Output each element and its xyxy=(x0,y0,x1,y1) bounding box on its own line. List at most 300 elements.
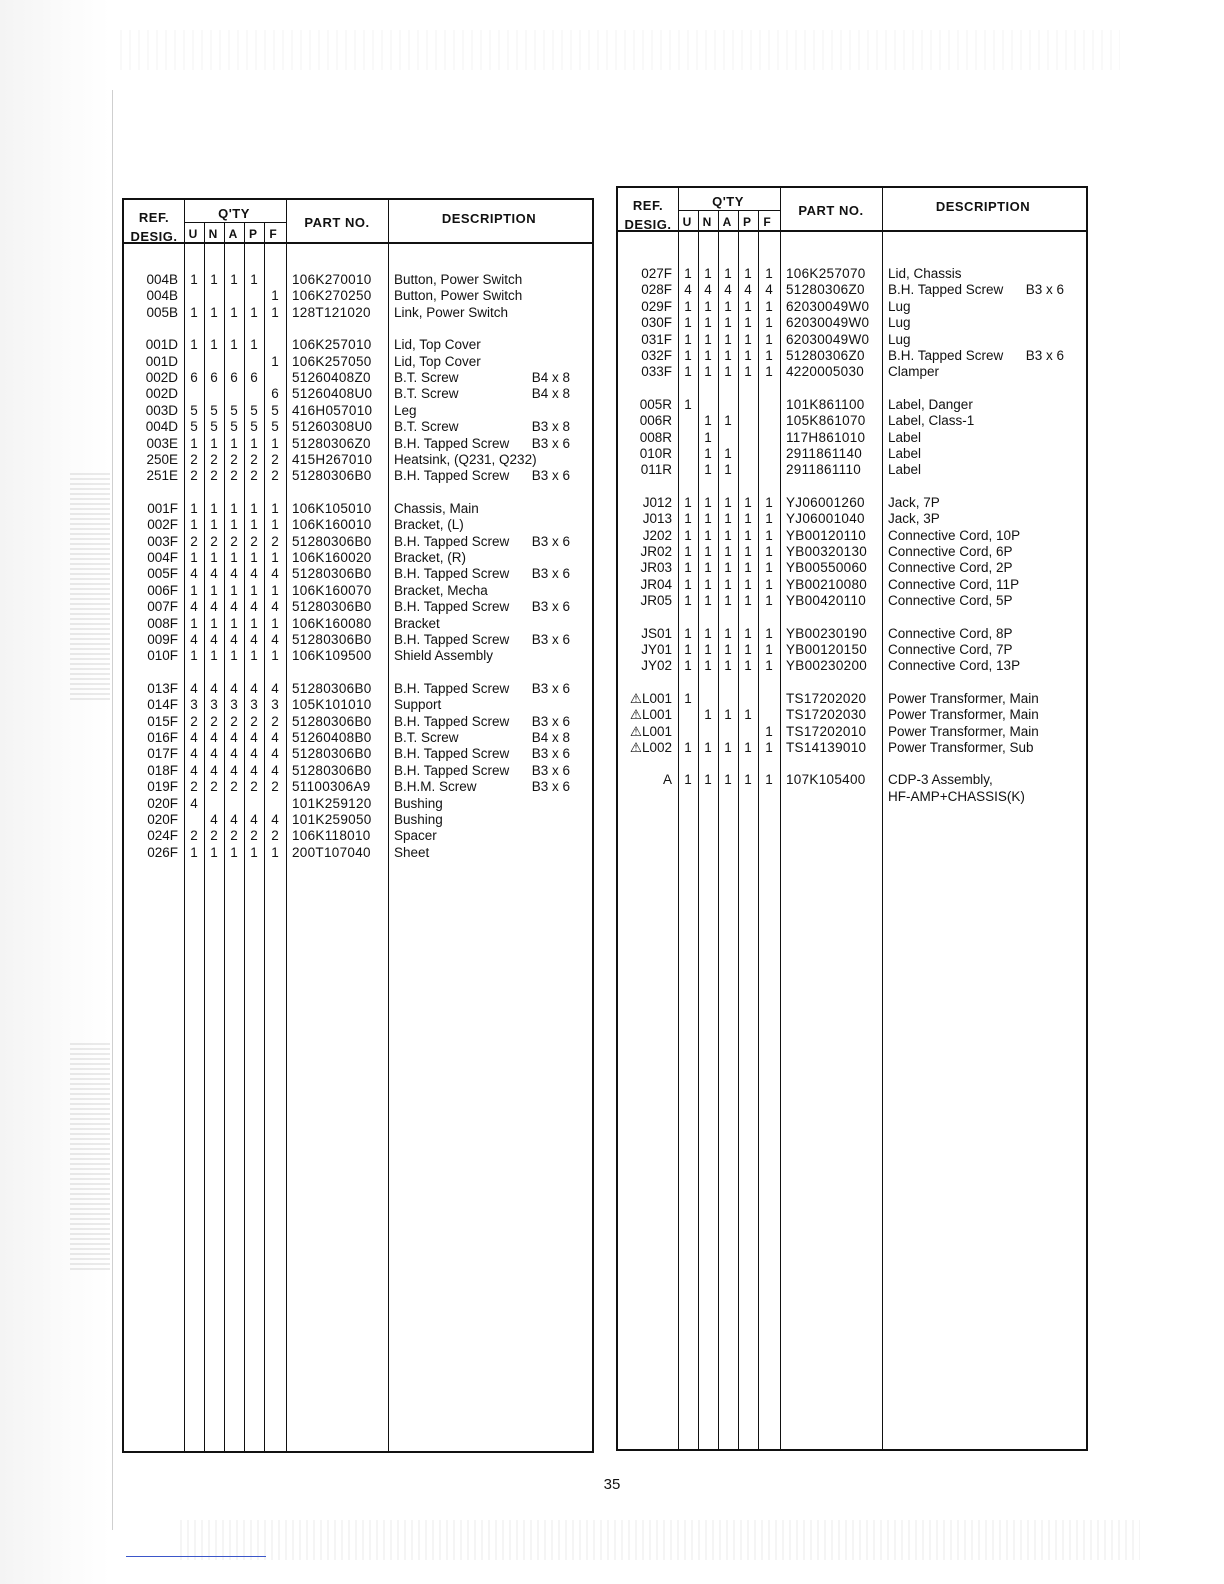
qty-p-cell: 5 xyxy=(250,419,258,435)
ref-header-line1: REF. xyxy=(632,198,664,213)
parts-table-right xyxy=(616,186,1088,1451)
qty-u-cell: 1 xyxy=(684,658,692,674)
ref-desig-cell: 004B xyxy=(146,272,178,287)
qty-a-cell: 1 xyxy=(230,648,238,664)
table-row xyxy=(618,315,1086,331)
qty-n-cell: 1 xyxy=(704,348,712,363)
description-cell: Power Transformer, Main xyxy=(888,690,1039,706)
size-cell: B4 x 8 xyxy=(531,386,570,402)
ref-desig-cell: 250E xyxy=(146,452,178,467)
description-cell: Lug xyxy=(888,298,911,314)
part-no-cell: TS14139010 xyxy=(786,740,867,755)
qty-a-cell: 1 xyxy=(230,517,238,533)
part-no-cell: 106K270250 xyxy=(292,288,372,304)
qty-u-cell: 1 xyxy=(190,615,198,631)
qty-a-cell: 1 xyxy=(724,642,732,657)
qty-n-cell: 4 xyxy=(210,746,218,762)
table-row xyxy=(124,468,592,484)
ref-desig-cell: 028F xyxy=(641,282,672,298)
part-no-cell: TS17202030 xyxy=(786,707,867,723)
size-cell: B3 x 6 xyxy=(531,746,570,762)
qty-a-cell: 5 xyxy=(230,419,238,435)
description-cell: Spacer xyxy=(394,828,437,844)
part-no-header: PART NO. xyxy=(798,203,864,218)
qty-f-cell: 1 xyxy=(271,615,279,631)
qty-a-cell: 1 xyxy=(724,658,732,674)
part-no-cell: 2911861110 xyxy=(786,462,862,478)
qty-u-cell: 4 xyxy=(190,599,198,615)
qty-f-cell: 1 xyxy=(765,315,773,331)
ref-desig-cell: 029F xyxy=(641,298,672,314)
part-no-cell: TS17202010 xyxy=(786,723,867,739)
qty-p-cell: 1 xyxy=(744,772,752,788)
qty-n-cell: 1 xyxy=(704,266,712,281)
table-row xyxy=(618,511,1086,527)
qty-p-cell: 2 xyxy=(250,713,258,729)
ref-desig-cell: 008F xyxy=(147,615,178,631)
qty-p-cell: 6 xyxy=(250,370,258,385)
qty-f-cell: 1 xyxy=(765,658,773,674)
part-no-cell: 415H267010 xyxy=(292,452,373,467)
qty-p-cell: 1 xyxy=(744,511,752,527)
table-row xyxy=(618,332,1086,348)
table-row xyxy=(124,583,592,599)
ref-desig-cell: 003E xyxy=(146,435,178,451)
qty-f-cell: 1 xyxy=(765,772,773,788)
description-cell: B.H. Tapped Screw xyxy=(394,599,510,615)
table-row xyxy=(618,658,1086,674)
table-header xyxy=(124,200,592,244)
qty-a-cell: 1 xyxy=(724,413,732,429)
qty-u-cell: 1 xyxy=(190,304,198,320)
qty-u-cell: 1 xyxy=(684,298,692,314)
qty-u-cell: 6 xyxy=(190,370,198,385)
qty-u-cell: 2 xyxy=(190,533,198,549)
ref-header-line2: DESIG. xyxy=(130,229,178,244)
ref-desig-cell: 004B xyxy=(146,288,178,304)
size-cell: B3 x 6 xyxy=(531,599,570,615)
part-no-cell: 106K160070 xyxy=(292,582,372,598)
table-row xyxy=(124,534,592,550)
qty-a-cell: 1 xyxy=(724,331,732,347)
ref-desig-cell: J012 xyxy=(642,494,672,510)
qty-u-cell: 3 xyxy=(190,697,198,713)
description-cell: Power Transformer, Main xyxy=(888,707,1039,723)
table-row xyxy=(124,517,592,533)
qty-a-cell: 4 xyxy=(230,812,238,827)
qty-a-cell: 1 xyxy=(230,304,238,320)
qty-u-cell: 1 xyxy=(684,266,692,281)
qty-p-cell: 1 xyxy=(250,648,258,664)
qty-f-cell: 3 xyxy=(271,697,279,713)
table-row xyxy=(124,599,592,615)
part-no-cell: 101K259050 xyxy=(292,812,372,827)
table-row xyxy=(124,566,592,582)
description-cell: Leg xyxy=(394,402,417,418)
qty-u-cell: 4 xyxy=(190,795,198,811)
part-no-cell: 51260408B0 xyxy=(292,730,372,745)
qty-f-cell: 5 xyxy=(271,402,279,418)
part-no-cell: 51260408U0 xyxy=(292,386,373,402)
qty-f-cell: 1 xyxy=(271,517,279,533)
qty-u-cell: 1 xyxy=(684,348,692,363)
table-row xyxy=(618,772,1086,788)
qty-p-cell: 4 xyxy=(250,762,258,778)
qty-p-cell: 1 xyxy=(744,544,752,559)
qty-p-cell: 1 xyxy=(250,435,258,451)
qty-col-a-header: A xyxy=(722,215,732,229)
qty-n-cell: 1 xyxy=(704,560,712,576)
description-cell: Bracket, (L) xyxy=(394,517,464,533)
qty-p-cell: 1 xyxy=(744,527,752,543)
part-no-cell: 106K118010 xyxy=(292,828,371,844)
table-row xyxy=(124,681,592,697)
ref-desig-cell: JS01 xyxy=(641,625,672,641)
part-no-cell: 4220005030 xyxy=(786,364,865,380)
table-row xyxy=(124,501,592,517)
qty-p-cell: 1 xyxy=(744,364,752,380)
part-no-cell: 106K160020 xyxy=(292,550,372,565)
part-no-cell: 51280306B0 xyxy=(292,680,372,696)
qty-a-cell: 3 xyxy=(230,697,238,713)
table-row xyxy=(618,528,1086,544)
qty-a-cell: 4 xyxy=(230,566,238,582)
qty-n-cell: 1 xyxy=(704,331,712,347)
qty-a-cell: 2 xyxy=(230,533,238,549)
description-cell: B.T. Screw xyxy=(394,730,459,745)
qty-a-cell: 1 xyxy=(724,511,732,527)
table-row xyxy=(618,282,1086,298)
table-row xyxy=(618,266,1086,282)
size-cell: B3 x 6 xyxy=(1025,348,1064,363)
qty-n-cell: 2 xyxy=(210,533,218,549)
qty-a-cell: 1 xyxy=(724,560,732,576)
part-no-cell: 107K105400 xyxy=(786,772,866,788)
part-no-cell: 416H057010 xyxy=(292,402,373,418)
qty-p-cell: 1 xyxy=(744,331,752,347)
qty-a-cell: 4 xyxy=(230,632,238,647)
part-no-cell: 62030049W0 xyxy=(786,331,870,347)
part-no-cell: 105K101010 xyxy=(292,697,372,713)
qty-p-cell: 1 xyxy=(744,740,752,755)
qty-n-cell: 1 xyxy=(210,648,218,664)
qty-n-cell: 1 xyxy=(704,298,712,314)
qty-a-cell: 1 xyxy=(724,315,732,331)
qty-p-cell: 2 xyxy=(250,779,258,795)
size-cell: B3 x 6 xyxy=(1025,282,1064,298)
ref-desig-cell: 010R xyxy=(639,446,672,461)
qty-u-cell: 4 xyxy=(190,566,198,582)
part-no-cell: TS17202020 xyxy=(786,690,867,706)
qty-header: Q'TY xyxy=(712,194,744,209)
description-cell: HF-AMP+CHASSIS(K) xyxy=(888,788,1025,804)
ref-desig-cell: JY01 xyxy=(641,642,672,657)
scan-noise-top xyxy=(120,30,1120,70)
qty-f-cell: 5 xyxy=(271,419,279,435)
description-cell: B.T. Screw xyxy=(394,419,459,435)
size-cell: B3 x 6 xyxy=(531,468,570,484)
part-no-cell: 62030049W0 xyxy=(786,298,870,314)
qty-p-cell: 1 xyxy=(744,348,752,363)
qty-f-cell: 4 xyxy=(271,746,279,762)
qty-n-cell: 2 xyxy=(210,713,218,729)
description-cell: Link, Power Switch xyxy=(394,304,509,320)
table-row xyxy=(618,691,1086,707)
part-no-cell: 51280306B0 xyxy=(292,468,372,484)
part-no-cell: 101K259120 xyxy=(292,795,372,811)
description-cell: Connective Cord, 6P xyxy=(888,544,1013,559)
qty-a-cell: 1 xyxy=(724,462,732,478)
qty-p-cell: 2 xyxy=(250,452,258,467)
qty-a-cell: 1 xyxy=(230,844,238,860)
qty-u-cell: 2 xyxy=(190,452,198,467)
ref-header-line1: REF. xyxy=(138,210,170,225)
description-cell: Clamper xyxy=(888,364,940,380)
ref-desig-cell: ⚠L001 xyxy=(629,690,672,706)
ref-desig-cell: 016F xyxy=(147,730,178,745)
qty-f-cell: 2 xyxy=(271,779,279,795)
qty-f-cell: 1 xyxy=(765,723,773,739)
ref-desig-cell: 003D xyxy=(145,402,178,418)
qty-n-cell: 4 xyxy=(210,632,218,647)
description-cell: B.H. Tapped Screw xyxy=(888,348,1004,363)
table-row xyxy=(618,707,1086,723)
qty-n-cell: 1 xyxy=(704,462,712,478)
qty-header-divider xyxy=(184,222,286,223)
ref-desig-cell: ⚠L002 xyxy=(629,740,672,755)
qty-u-cell: 2 xyxy=(190,779,198,795)
part-no-cell: 2911861140 xyxy=(786,446,863,461)
description-cell: Support xyxy=(394,697,442,713)
size-cell: B3 x 6 xyxy=(531,566,570,582)
size-cell: B3 x 6 xyxy=(531,779,570,795)
ref-desig-cell: JR03 xyxy=(640,560,672,576)
ref-desig-cell: JR02 xyxy=(640,544,672,559)
qty-n-cell: 1 xyxy=(704,446,712,461)
qty-f-cell: 4 xyxy=(271,599,279,615)
qty-u-cell: 1 xyxy=(684,740,692,755)
description-header: DESCRIPTION xyxy=(441,211,537,226)
table-row xyxy=(618,577,1086,593)
table-header xyxy=(618,188,1086,232)
part-no-cell: 62030049W0 xyxy=(786,315,870,331)
qty-a-cell: 1 xyxy=(230,435,238,451)
qty-n-cell: 4 xyxy=(210,599,218,615)
qty-u-cell: 1 xyxy=(684,315,692,331)
table-row xyxy=(124,370,592,386)
table-row xyxy=(124,796,592,812)
part-no-cell: YB00550060 xyxy=(786,560,868,576)
table-row xyxy=(124,305,592,321)
qty-n-cell: 1 xyxy=(210,615,218,631)
qty-f-cell: 1 xyxy=(765,266,773,281)
qty-a-cell: 2 xyxy=(230,828,238,844)
description-cell: Sheet xyxy=(394,844,430,860)
qty-f-cell: 1 xyxy=(765,593,773,609)
qty-u-cell: 1 xyxy=(684,527,692,543)
qty-n-cell: 5 xyxy=(210,419,218,435)
qty-u-cell: 1 xyxy=(684,772,692,788)
qty-a-cell: 1 xyxy=(724,298,732,314)
table-row xyxy=(124,419,592,435)
qty-n-cell: 1 xyxy=(704,544,712,559)
description-cell: Button, Power Switch xyxy=(394,288,523,304)
description-cell: B.H. Tapped Screw xyxy=(394,713,510,729)
qty-n-cell: 1 xyxy=(704,494,712,510)
qty-n-cell: 5 xyxy=(210,402,218,418)
size-cell: B4 x 8 xyxy=(531,370,570,385)
qty-p-cell: 2 xyxy=(250,468,258,484)
qty-n-cell: 1 xyxy=(210,500,218,516)
part-no-header: PART NO. xyxy=(304,215,370,230)
qty-n-cell: 1 xyxy=(704,593,712,609)
part-no-cell: YJ06001260 xyxy=(786,494,865,510)
description-cell: Chassis, Main xyxy=(394,500,479,516)
size-cell: B3 x 6 xyxy=(531,435,570,451)
table-row xyxy=(618,789,1086,805)
qty-col-u-header: U xyxy=(682,215,692,229)
qty-f-cell: 1 xyxy=(271,550,279,565)
part-no-cell: 106K257010 xyxy=(292,337,372,353)
table-row xyxy=(618,348,1086,364)
size-cell: B3 x 6 xyxy=(531,533,570,549)
table-row xyxy=(124,828,592,844)
qty-f-cell: 1 xyxy=(271,500,279,516)
qty-n-cell: 2 xyxy=(210,468,218,484)
ref-desig-cell: 015F xyxy=(147,713,178,729)
qty-n-cell: 1 xyxy=(704,364,712,380)
table-row xyxy=(124,632,592,648)
qty-a-cell: 1 xyxy=(230,615,238,631)
ref-desig-cell: 005B xyxy=(146,304,178,320)
description-header: DESCRIPTION xyxy=(935,199,1031,214)
ref-desig-cell: 020F xyxy=(147,812,178,827)
description-cell: Lid, Chassis xyxy=(888,266,962,281)
qty-n-cell: 1 xyxy=(210,272,218,287)
qty-n-cell: 4 xyxy=(210,566,218,582)
table-row xyxy=(618,299,1086,315)
qty-u-cell: 4 xyxy=(684,282,692,298)
description-cell: B.T. Screw xyxy=(394,370,459,385)
qty-p-cell: 1 xyxy=(744,315,752,331)
qty-f-cell: 1 xyxy=(271,844,279,860)
ref-desig-cell: 004F xyxy=(147,550,178,565)
qty-n-cell: 1 xyxy=(704,315,712,331)
part-no-cell: 51280306B0 xyxy=(292,762,372,778)
table-row xyxy=(124,354,592,370)
ref-desig-cell: 008R xyxy=(639,429,672,445)
qty-f-cell: 1 xyxy=(271,435,279,451)
table-row xyxy=(124,550,592,566)
qty-u-cell: 1 xyxy=(684,511,692,527)
ref-desig-cell: 027F xyxy=(641,266,672,281)
description-cell: Bracket xyxy=(394,615,440,631)
qty-a-cell: 5 xyxy=(230,402,238,418)
qty-col-u-header: U xyxy=(188,227,198,241)
description-cell: B.H. Tapped Screw xyxy=(394,468,510,484)
qty-n-cell: 4 xyxy=(704,282,712,298)
part-no-cell: 101K861100 xyxy=(786,396,865,412)
qty-p-cell: 1 xyxy=(744,298,752,314)
qty-f-cell: 4 xyxy=(271,566,279,582)
qty-f-cell: 1 xyxy=(765,511,773,527)
qty-u-cell: 1 xyxy=(684,364,692,380)
qty-n-cell: 3 xyxy=(210,697,218,713)
part-no-cell: 51280306B0 xyxy=(292,533,372,549)
part-no-cell: 106K160080 xyxy=(292,615,372,631)
qty-f-cell: 1 xyxy=(271,582,279,598)
part-no-cell: 200T107040 xyxy=(292,844,371,860)
qty-u-cell: 2 xyxy=(190,468,198,484)
qty-p-cell: 4 xyxy=(250,632,258,647)
description-cell: Bushing xyxy=(394,812,443,827)
qty-u-cell: 1 xyxy=(190,500,198,516)
qty-a-cell: 1 xyxy=(724,494,732,510)
qty-col-p-header: P xyxy=(248,227,257,241)
description-cell: Jack, 3P xyxy=(888,511,940,527)
qty-a-cell: 2 xyxy=(230,779,238,795)
size-cell: B3 x 6 xyxy=(531,713,570,729)
qty-a-cell: 1 xyxy=(724,364,732,380)
qty-p-cell: 1 xyxy=(744,707,752,723)
qty-f-cell: 2 xyxy=(271,828,279,844)
qty-u-cell: 1 xyxy=(190,844,198,860)
qty-n-cell: 2 xyxy=(210,452,218,467)
part-no-cell: 51260408Z0 xyxy=(292,370,371,385)
ref-desig-cell: J013 xyxy=(642,511,672,527)
part-no-cell: 106K160010 xyxy=(292,517,372,533)
part-no-cell: 51280306B0 xyxy=(292,566,372,582)
size-cell: B4 x 8 xyxy=(531,730,570,745)
qty-a-cell: 4 xyxy=(724,282,732,298)
ref-desig-cell: JR04 xyxy=(640,576,672,592)
ref-desig-cell: 001D xyxy=(145,353,178,369)
qty-n-cell: 1 xyxy=(704,625,712,641)
table-row xyxy=(124,746,592,762)
qty-f-cell: 1 xyxy=(765,494,773,510)
qty-p-cell: 1 xyxy=(250,615,258,631)
qty-u-cell: 1 xyxy=(190,648,198,664)
qty-n-cell: 1 xyxy=(704,642,712,657)
qty-f-cell: 1 xyxy=(765,544,773,559)
description-cell: Connective Cord, 8P xyxy=(888,625,1013,641)
qty-p-cell: 1 xyxy=(744,625,752,641)
ref-desig-cell: 006F xyxy=(147,582,178,598)
qty-n-cell: 1 xyxy=(704,740,712,755)
part-no-cell: 51280306Z0 xyxy=(292,435,371,451)
table-row xyxy=(124,436,592,452)
qty-f-cell: 1 xyxy=(271,304,279,320)
parts-table-left xyxy=(122,198,594,1453)
qty-u-cell: 1 xyxy=(684,576,692,592)
qty-u-cell: 2 xyxy=(190,713,198,729)
part-no-cell: 51280306B0 xyxy=(292,746,372,762)
description-cell: B.H. Tapped Screw xyxy=(394,746,510,762)
table-row xyxy=(618,740,1086,756)
table-row xyxy=(124,403,592,419)
table-row xyxy=(124,452,592,468)
qty-n-cell: 1 xyxy=(704,658,712,674)
description-cell: B.H.M. Screw xyxy=(394,779,477,795)
qty-n-cell: 4 xyxy=(210,762,218,778)
description-cell: Connective Cord, 13P xyxy=(888,658,1021,674)
description-cell: B.H. Tapped Screw xyxy=(394,566,510,582)
description-cell: Heatsink, (Q231, Q232) xyxy=(394,452,537,467)
ref-desig-cell: JR05 xyxy=(640,593,672,609)
table-row xyxy=(124,714,592,730)
part-no-cell: 106K105010 xyxy=(292,500,372,516)
qty-a-cell: 1 xyxy=(724,576,732,592)
